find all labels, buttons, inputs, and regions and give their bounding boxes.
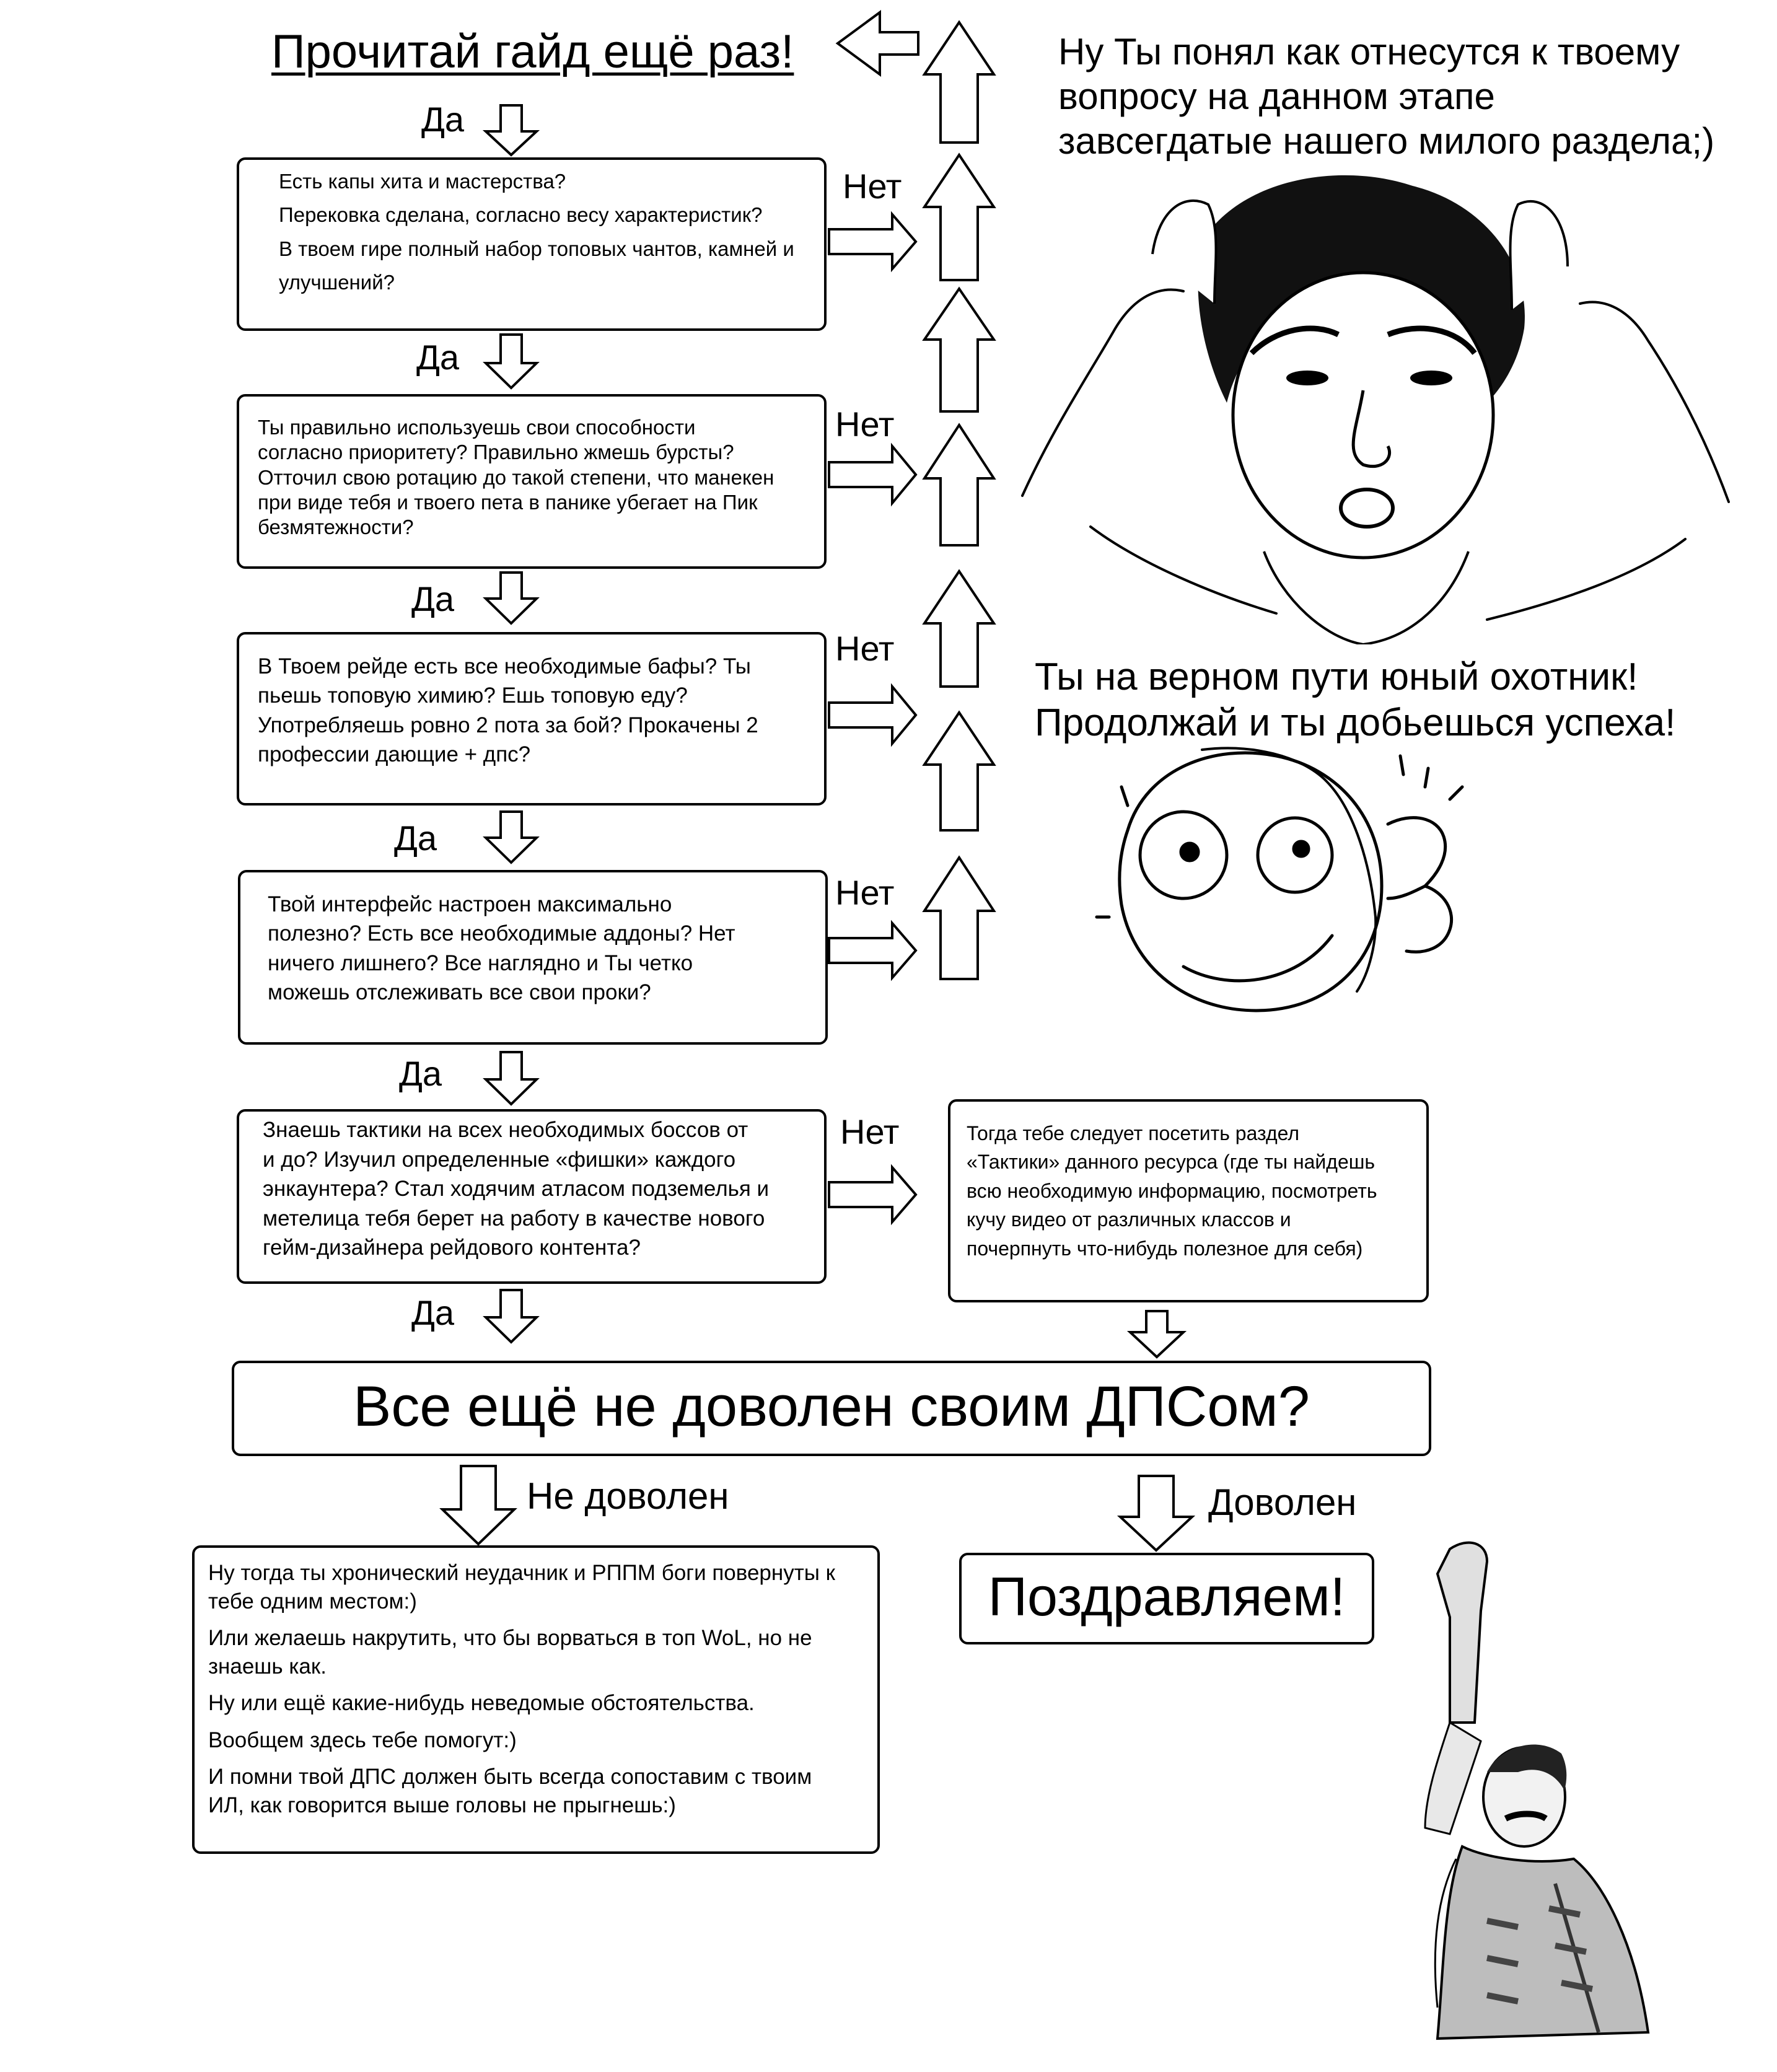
question-box-4 — [238, 870, 828, 1045]
main-question-text: Все ещё не доволен своим ДПСом? — [353, 1375, 1310, 1438]
caption-top-line: Ну Ты понял как отнесутся к твоему — [1058, 31, 1680, 72]
unhappy-line: знаешь как. — [208, 1654, 327, 1679]
thumbs-up-face-illustration — [1090, 731, 1499, 1041]
question-5-line: энкаунтера? Стал ходячим атласом подземелья и — [263, 1177, 770, 1201]
tactics-line: всю необходимую информацию, посмотреть — [967, 1179, 1377, 1202]
question-2-line: при виде тебя и твоего пета в панике убегает на Пик — [258, 490, 758, 514]
tactics-line: почерпнуть что-нибудь полезное для себя) — [967, 1237, 1363, 1260]
man-holding-head-illustration — [1016, 167, 1741, 644]
question-box-3 — [237, 632, 827, 806]
arrow-up-5 — [924, 571, 994, 687]
tactics-box — [948, 1099, 1429, 1302]
arrow-down-yes-4 — [486, 812, 537, 863]
question-4-line: ничего лишнего? Все наглядно и Ты четко — [268, 950, 693, 975]
arrow-left-to-title — [838, 12, 918, 74]
question-5-line: гейм-дизайнера рейдового контента? — [263, 1236, 641, 1260]
arrow-right-no-3 — [829, 687, 916, 744]
yes-label-6: Да — [411, 1293, 455, 1332]
unhappy-box — [192, 1545, 880, 1854]
arrow-down-yes-5 — [486, 1052, 537, 1104]
unhappy-line: Ну тогда ты хронический неудачник и РППМ боги повернуты к — [208, 1561, 835, 1585]
question-1-line: В твоем гире полный набор топовых чантов, камней и — [279, 237, 794, 260]
congrats-text: Поздравляем! — [988, 1566, 1346, 1627]
unhappy-line: И помни твой ДПС должен быть всегда сопоставим с твоим — [208, 1765, 812, 1789]
page-title: Прочитай гайд ещё раз! — [271, 25, 794, 78]
arrow-up-2 — [924, 155, 994, 280]
question-2-line: Отточил свою ротацию до такой степени, что манекен — [258, 465, 774, 489]
yes-label-3: Да — [411, 579, 455, 618]
arrow-down-yes-6 — [486, 1290, 537, 1342]
arrow-up-1 — [924, 22, 994, 143]
question-1-line: Перековка сделана, согласно весу характеристик? — [279, 203, 763, 227]
question-2-line: безмятежности? — [258, 516, 414, 538]
question-5-line: Знаешь тактики на всех необходимых боссов от — [263, 1118, 748, 1142]
caption-top-line: завсегдатые нашего милого раздела;) — [1058, 120, 1715, 162]
arrow-right-no-2 — [829, 446, 916, 503]
question-5-line: и до? Изучил определенные «фишки» каждого — [263, 1147, 736, 1172]
no-label-4: Нет — [835, 873, 895, 912]
yes-label-5: Да — [399, 1054, 442, 1093]
caption-top — [1058, 30, 1714, 164]
question-4-line: полезно? Есть все необходимые аддоны? Нет — [268, 921, 735, 946]
arrow-down-tactics — [1130, 1311, 1183, 1357]
arrow-right-no-1 — [829, 214, 916, 269]
arrow-down-happy — [1120, 1476, 1192, 1550]
congrats-box — [959, 1553, 1374, 1644]
unhappy-line: Ну или ещё какие-нибудь неведомые обстоятельства. — [208, 1691, 755, 1715]
question-2-line: согласно приоритету? Правильно жмешь бурсты? — [258, 441, 734, 464]
arrow-right-no-5 — [829, 1167, 916, 1222]
no-label-3: Нет — [835, 629, 895, 668]
yes-label-2: Да — [416, 338, 460, 377]
no-label-1: Нет — [843, 167, 902, 206]
question-box-5 — [237, 1109, 827, 1284]
caption-mid-line: Ты на верном пути юный охотник! — [1035, 656, 1638, 698]
arrow-up-6 — [924, 713, 994, 830]
yes-label-1: Да — [421, 100, 465, 139]
caption-top-line: вопросу на данном этапе — [1058, 76, 1495, 117]
arrow-down-yes-3 — [486, 573, 537, 623]
not-happy-label: Не доволен — [527, 1475, 729, 1517]
question-3-line: профессии дающие + дпс? — [258, 742, 531, 766]
question-box-2 — [237, 394, 827, 569]
arrow-right-no-4 — [829, 923, 916, 978]
caption-mid-line: Продолжай и ты добьешься успеха! — [1035, 701, 1676, 745]
arrow-up-3 — [924, 289, 994, 411]
arrow-down-yes-1 — [486, 105, 537, 155]
question-3-line: Употребляешь ровно 2 пота за бой? Прокачены 2 — [258, 713, 758, 737]
tactics-line: «Тактики» данного ресурса (где ты найдешь — [967, 1151, 1376, 1174]
unhappy-line: Вообщем здесь тебе помогут:) — [208, 1727, 517, 1752]
unhappy-line: тебе одним местом:) — [208, 1589, 417, 1613]
arrow-up-7 — [924, 858, 994, 979]
question-1-line: улучшений? — [279, 271, 395, 294]
question-4-line: можешь отслеживать все свои проки? — [268, 980, 651, 1004]
tactics-line: Тогда тебе следует посетить раздел — [967, 1122, 1300, 1144]
unhappy-line: Или желаешь накрутить, что бы ворваться в топ WoL, но не — [208, 1626, 812, 1650]
raised-fist-figure-illustration — [1413, 1537, 1698, 2051]
question-1-line: Есть капы хита и мастерства? — [279, 170, 566, 193]
happy-label: Доволен — [1208, 1482, 1357, 1523]
arrow-down-yes-2 — [486, 335, 537, 388]
question-2-line: Ты правильно используешь свои способности — [258, 416, 696, 439]
arrow-up-4 — [924, 425, 994, 545]
question-4-line: Твой интерфейс настроен максимально — [268, 892, 672, 916]
main-question-box — [232, 1361, 1431, 1456]
unhappy-line: ИЛ, как говорится выше головы не прыгнешь:) — [208, 1793, 676, 1817]
question-box-1 — [237, 157, 827, 331]
no-label-5: Нет — [840, 1112, 900, 1151]
question-5-line: метелица тебя берет на работу в качестве нового — [263, 1206, 765, 1231]
question-3-line: пьешь топовую химию? Ешь топовую еду? — [258, 683, 688, 708]
arrow-down-not-happy — [442, 1466, 514, 1544]
yes-label-4: Да — [394, 819, 437, 858]
no-label-2: Нет — [835, 405, 895, 444]
tactics-line: кучу видео от различных классов и — [967, 1208, 1291, 1231]
question-3-line: В Твоем рейде есть все необходимые бафы? Ты — [258, 654, 751, 678]
